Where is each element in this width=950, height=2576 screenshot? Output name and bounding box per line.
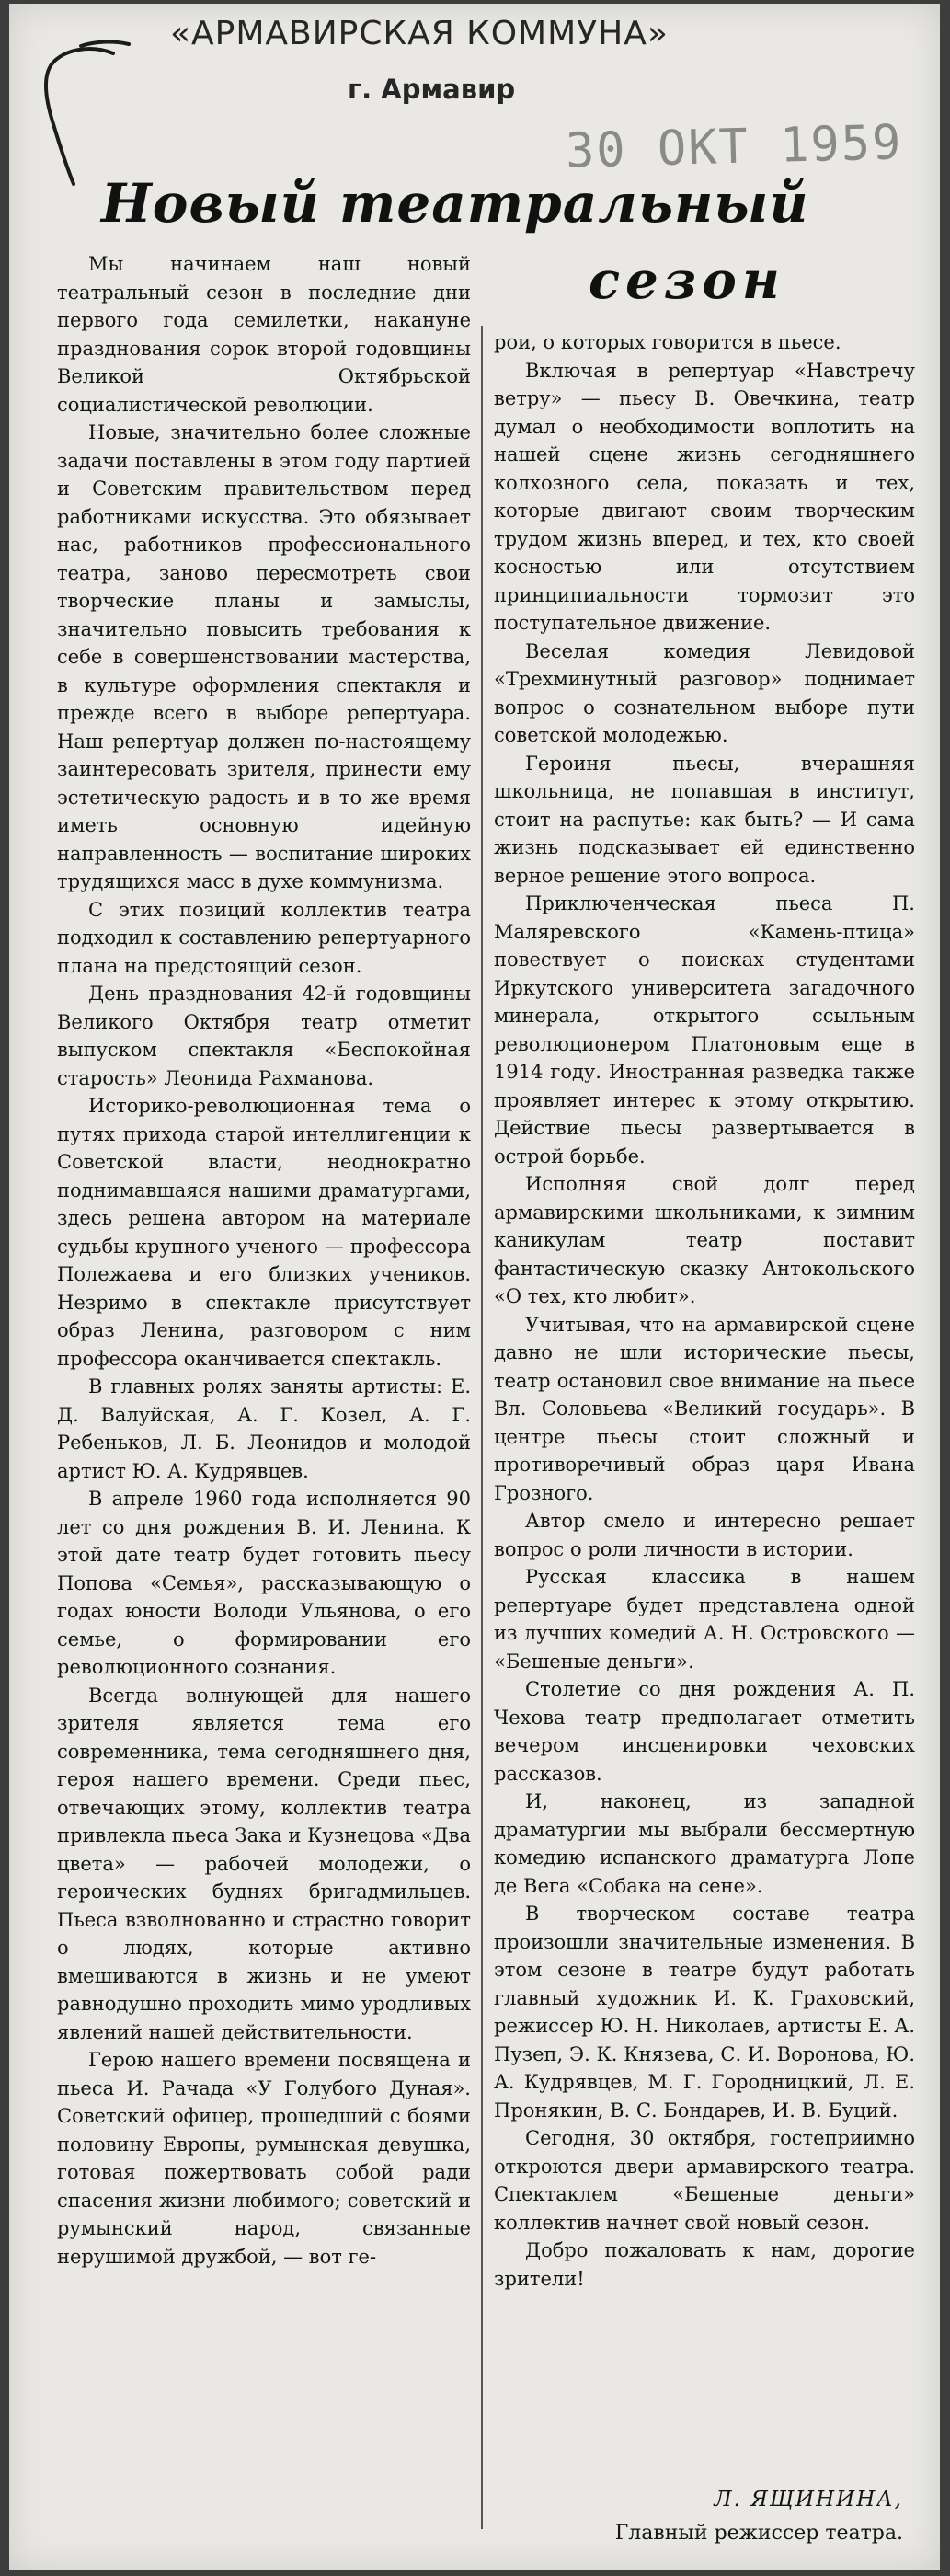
paragraph: Приключенческая пьеса П. Маляревского «Камень-птица» повествует о поисках студентами Иркутского университета загадочного минерала, открытого ссыльным революционером Платоновым еще в 1914 году. Иностранная разведка также проявляет интерес к этому открытию. Действие пьесы развертывается в острой борьбе. bbox=[494, 892, 915, 1167]
paragraph: Включая в репертуар «Навстречу ветру» — пьесу В. Овечкина, театр думал о необходимости воплотить на нашей сцене жизнь сегодняшнего колхозного села, показать и тех, которые двигают своим творческим трудом жизнь вперед, и тех, кто своей косностью или отсутствием принципиальности тормозит это поступательное движение. bbox=[494, 359, 915, 634]
paragraph: Герою нашего времени посвящена и пьеса И. Рачада «У Голубого Дуная». Советский офицер, прошедший с боями половину Европы, румынская девушка, готовая пожертвовать собой ради спасения жизни любимого; советский и румынский народ, связанные нерушимой дружбой, — вот ге- bbox=[57, 2049, 471, 2268]
paragraph: И, наконец, из западной драматургии мы выбрали бессмертную комедию испанского драматурга Лопе де Вега «Собака на сене». bbox=[494, 1790, 915, 1897]
paragraph: Добро пожаловать к нам, дорогие зрители! bbox=[494, 2239, 915, 2290]
paragraph: Автор смело и интересно решает вопрос о роли личности в истории. bbox=[494, 1510, 915, 1560]
right-column bbox=[494, 328, 915, 2293]
paragraph: Мы начинаем наш новый театральный сезон в последние дни первого года семилетки, накануне празднования сорок второй годовщины Великой Октябрьской социалистической революции. bbox=[57, 253, 471, 416]
paragraph: Исполняя свой долг перед армавирскими школьниками, к зимним каникулам театр поставит фантастическую сказку Антокольского «О тех, кто любит». bbox=[494, 1173, 915, 1307]
left-column bbox=[57, 250, 471, 2271]
column-divider bbox=[481, 326, 483, 2529]
paragraph: Учитывая, что на армавирской сцене давно не шли исторические пьесы, театр остановил свое внимание на пьесе Вл. Соловьева «Великий государь». В центре пьесы стоит сложный и противоречивый образ царя Ивана Грозного. bbox=[494, 1313, 915, 1504]
article-title-line-2: сезон bbox=[589, 250, 785, 311]
paragraph: Всегда волнующей для нашего зрителя является тема его современника, тема сегодняшнего дня, героя нашего времени. Среди пьес, отвечающих этому, коллектив театра привлекла пьеса Зака и Кузнецова «Два цвета» — рабочей молодежи, о героических буднях бригадмильцев. Пьеса взволнованно и страстно говорит о людях, которые активно вмешиваются в жизнь и не умеют равнодушно проходить мимо уродливых явлений нашей действительности. bbox=[57, 1684, 472, 2043]
date-stamp: 30 ОКТ 1959 bbox=[565, 115, 904, 179]
author-position: Главный режиссер театра. bbox=[614, 2522, 903, 2545]
paragraph: В творческом составе театра произошли значительные изменения. В этом сезоне в театре будут работать главный художник И. К. Граховский, режиссер Ю. Н. Николаев, артисты Е. А. Пузеп, Э. К. Князева, С. И. Воронова, Ю. А. Кудрявцев, М. Г. Городницкий, Л. Е. Пронякин, В. С. Бондарев, И. В. Буций. bbox=[494, 1903, 915, 2122]
paragraph: В апреле 1960 года исполняется 90 лет со дня рождения В. И. Ленина. К этой дате театр будет готовить пьесу Попова «Семья», рассказывающую о годах юности Володи Ульянова, о его семье, о формировании его революционного сознания. bbox=[57, 1488, 471, 1678]
author-signature: Л. ЯЩИНИНА, bbox=[714, 2488, 903, 2512]
paragraph: рои, о которых говорится в пьесе. bbox=[494, 331, 841, 353]
city-line: г. Армавир bbox=[348, 74, 516, 105]
paragraph: Русская классика в нашем репертуаре будет представлена одной из лучших комедий А. Н. Островского — «Бешеные деньги». bbox=[494, 1566, 915, 1673]
paragraph: Веселая комедия Левидовой «Трехминутный разговор» поднимает вопрос о сознательном выборе пути советской молодежью. bbox=[494, 639, 915, 746]
paragraph: Героиня пьесы, вчерашняя школьница, не попавшая в институт, стоит на распутье: как быть? — И сама жизнь подсказывает ей единственно верное решение этого вопроса. bbox=[494, 752, 915, 887]
handwritten-mark-icon bbox=[26, 37, 136, 193]
article-title-line-1: Новый театральный bbox=[101, 172, 809, 235]
newspaper-masthead: «АРМАВИРСКАЯ КОММУНА» bbox=[170, 15, 669, 52]
paragraph: Сегодня, 30 октября, гостеприимно откроются двери армавирского театра. Спектаклем «Бешеные деньги» коллектив начнет свой новый сезон. bbox=[494, 2127, 915, 2234]
paragraph: Столетие со дня рождения А. П. Чехова театр предполагает отметить вечером инсценировки чеховских рассказов. bbox=[494, 1678, 915, 1785]
paragraph: С этих позиций коллектив театра подходил к составлению репертуарного плана на предстоящий сезон. bbox=[57, 898, 471, 977]
newspaper-clipping bbox=[9, 4, 940, 2570]
paragraph: Историко-революционная тема о путях прихода старой интеллигенции к Советской власти, неоднократно поднимавшаяся нашими драматургами, здесь решена автором на материале судьбы крупного ученого — профессора Полежаева и его близких учеников. Незримо в спектакле присутствует образ Ленина, разговором с ним профессора оканчивается спектакль. bbox=[57, 1095, 471, 1370]
paragraph: Новые, значительно более сложные задачи поставлены в этом году партией и Советским правительством перед работниками искусства. Это обязывает нас, работников профессионального театра, заново пересмотреть свои творческие планы и замыслы, значительно повысить требования к себе в совершенствовании мастерства, в культуре оформления спектакля и прежде всего в выборе репертуара. Наш репертуар должен по-настоящему заинтересовать зрителя, принести ему эстетическую радость и в то же время иметь основную идейную направленность — воспитание широких трудящихся масс в духе коммунизма. bbox=[57, 421, 471, 892]
paragraph: День празднования 42-й годовщины Великого Октября театр отметит выпуском спектакля «Беспокойная старость» Леонида Рахманова. bbox=[57, 983, 471, 1089]
paragraph: В главных ролях заняты артисты: Е. Д. Валуйская, А. Г. Козел, А. Г. Ребеньков, Л. Б. Леонидов и молодой артист Ю. А. Кудрявцев. bbox=[57, 1375, 471, 1482]
